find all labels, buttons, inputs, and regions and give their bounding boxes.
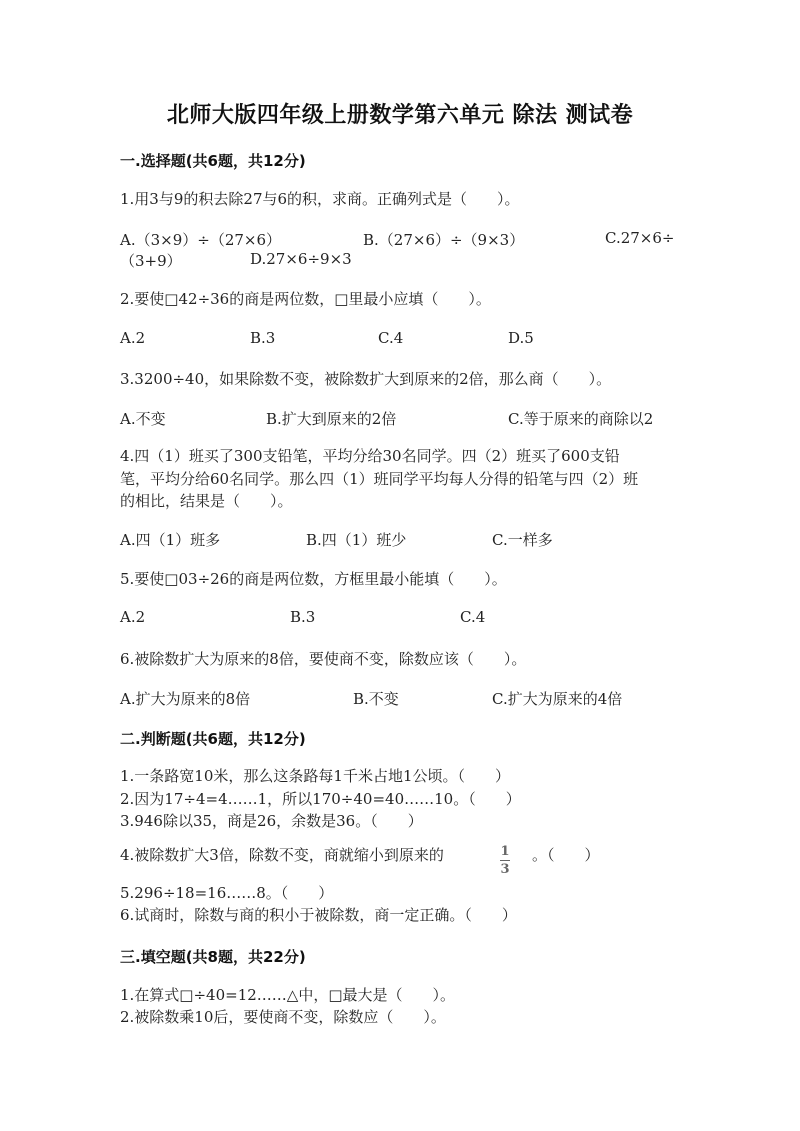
question-6: 6.被除数扩大为原来的8倍，要使商不变，除数应该（ ）。 — [120, 650, 527, 668]
fraction-numerator: 1 — [500, 844, 510, 859]
q6-option-a: A.扩大为原来的8倍 — [120, 690, 251, 708]
q3-option-a: A.不变 — [120, 410, 166, 428]
q1-option-c: C.27×6÷ — [605, 229, 675, 247]
tf-item-2: 2.因为17÷4=4……1，所以170÷40=40……10。（ ） — [120, 790, 521, 808]
fill-item-1: 1.在算式□÷40=12……△中，□最大是（ ）。 — [120, 986, 456, 1004]
q6-option-b: B.不变 — [353, 690, 399, 708]
tf-item-4 — [120, 844, 444, 866]
q4-option-a: A.四（1）班多 — [120, 531, 221, 549]
question-3: 3.3200÷40，如果除数不变，被除数扩大到原来的2倍，那么商（ ）。 — [120, 370, 612, 388]
tf-item-5: 5.296÷18=16……8。（ ） — [120, 884, 334, 902]
q3-option-b: B.扩大到原来的2倍 — [266, 410, 397, 428]
fill-item-2: 2.被除数乘10后，要使商不变，除数应（ ）。 — [120, 1008, 446, 1026]
question-4-line-2: 笔，平均分给60名同学。那么四（1）班同学平均每人分得的铅笔与四（2）班 — [120, 470, 639, 488]
tf-item-3: 3.946除以35，商是26，余数是36。（ ） — [120, 812, 423, 830]
question-1: 1.用3与9的积去除27与6的积，求商。正确列式是（ ）。 — [120, 190, 520, 208]
q5-option-a: A.2 — [120, 608, 146, 626]
tf-item-4-text: 4.被除数扩大3倍，除数不变，商就缩小到原来的 — [120, 846, 444, 864]
q2-option-b: B.3 — [250, 329, 276, 347]
section-heading-true-false: 二.判断题(共6题，共12分) — [120, 730, 306, 748]
q2-option-c: C.4 — [378, 329, 404, 347]
tf-item-4-tail: 。（ ） — [532, 846, 600, 864]
q1-option-a: A.（3×9）÷（27×6） — [120, 231, 282, 249]
section-heading-fill-in: 三.填空题(共8题，共22分) — [120, 948, 306, 966]
q5-option-c: C.4 — [460, 608, 486, 626]
question-5: 5.要使□03÷26的商是两位数，方框里最小能填（ ）。 — [120, 570, 507, 588]
fraction-one-third — [500, 840, 510, 876]
q5-option-b: B.3 — [290, 608, 316, 626]
q6-option-c: C.扩大为原来的4倍 — [492, 690, 623, 708]
q4-option-b: B.四（1）班少 — [306, 531, 407, 549]
fraction-bar — [500, 860, 510, 861]
q1-option-d: D.27×6÷9×3 — [250, 250, 352, 268]
question-2: 2.要使□42÷36的商是两位数，□里最小应填（ ）。 — [120, 290, 491, 308]
q2-option-a: A.2 — [120, 329, 146, 347]
question-4-line-3: 的相比，结果是（ ）。 — [120, 492, 293, 510]
q3-option-c: C.等于原来的商除以2 — [508, 410, 654, 428]
fraction-denominator: 3 — [500, 862, 510, 877]
q1-option-b: B.（27×6）÷（9×3） — [363, 231, 525, 249]
q1-option-c-cont: （3+9） — [120, 252, 182, 270]
q4-option-c: C.一样多 — [492, 531, 553, 549]
tf-item-6: 6.试商时，除数与商的积小于被除数，商一定正确。（ ） — [120, 906, 517, 924]
q2-option-d: D.5 — [508, 329, 534, 347]
section-heading-multiple-choice: 一.选择题(共6题，共12分) — [120, 152, 306, 170]
question-4-line-1: 4.四（1）班买了300支铅笔，平均分给30名同学。四（2）班买了600支铅 — [120, 447, 620, 465]
tf-item-1: 1.一条路宽10米，那么这条路每1千米占地1公顷。（ ） — [120, 767, 510, 785]
page-title: 北师大版四年级上册数学第六单元 除法 测试卷 — [166, 103, 634, 128]
